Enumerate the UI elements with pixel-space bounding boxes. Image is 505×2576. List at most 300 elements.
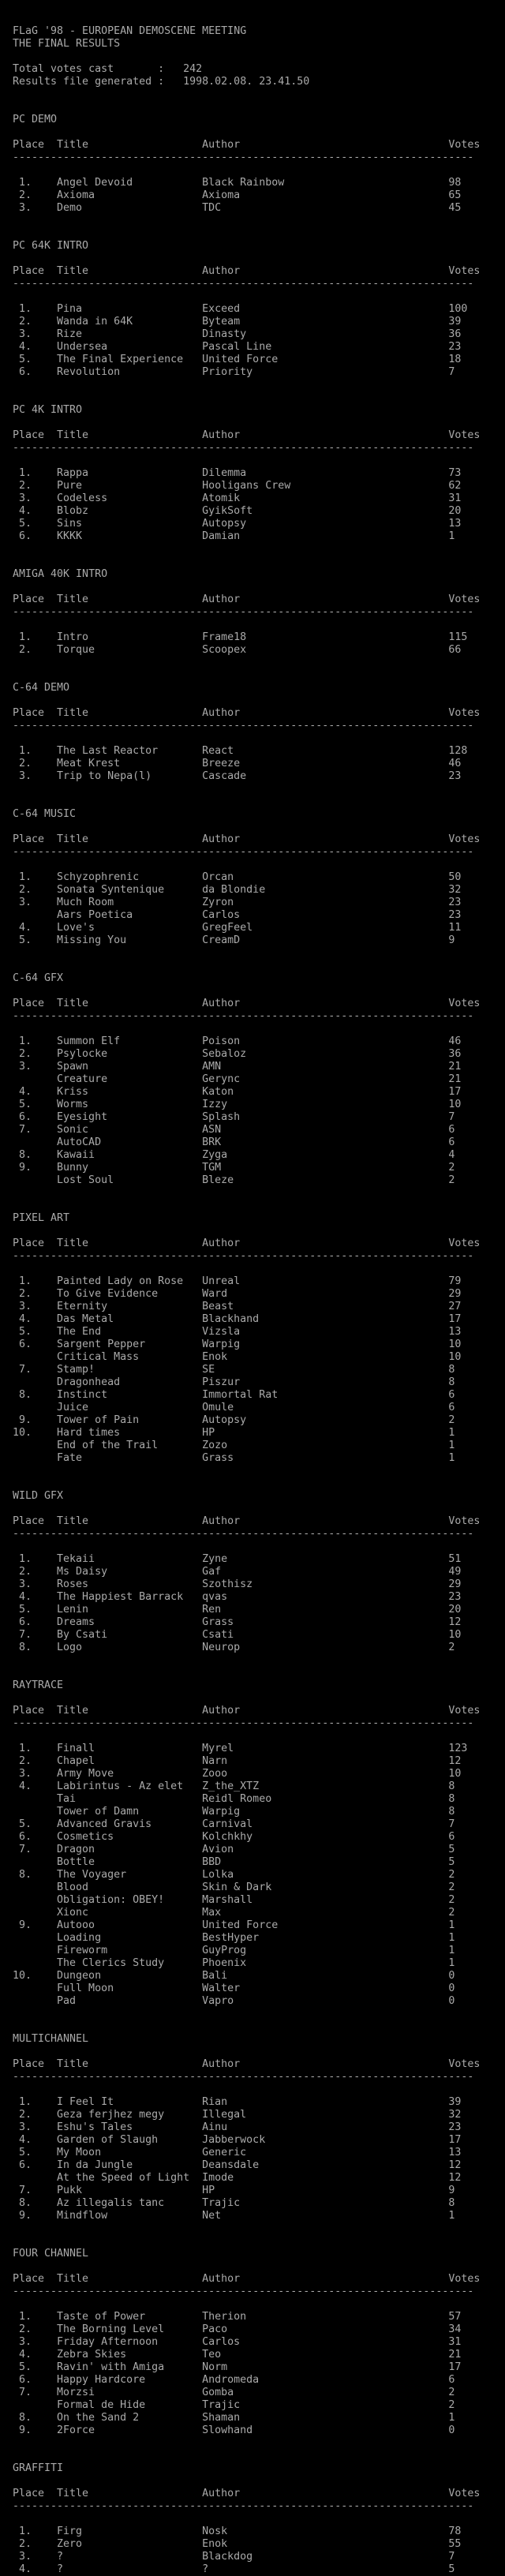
result-row [0, 1073, 505, 1086]
votes-cell: 1 [448, 2210, 455, 2222]
column-header-place: Place [13, 139, 45, 151]
result-row [0, 1856, 505, 1869]
place-cell: 2. [19, 1755, 32, 1767]
title-cell: Wanda in 64K [57, 316, 133, 328]
author-cell: Narn [202, 1755, 228, 1767]
author-cell: Vapro [202, 1995, 234, 2007]
author-cell: Izzy [202, 1099, 228, 1110]
header-divider: ------------------------------------------------------------------------- [13, 152, 474, 163]
votes-cell: 7 [448, 366, 455, 378]
place-cell: 4. [19, 2563, 32, 2575]
title-cell: Sonata Syntenique [57, 884, 165, 896]
result-row [0, 2374, 505, 2387]
title-cell: Zebra Skies [57, 2349, 127, 2361]
place-cell: 4. [19, 1780, 32, 1792]
title-cell: Labirintus - Az elet [57, 1780, 184, 1792]
result-row [0, 492, 505, 505]
title-cell: Meat Krest [57, 758, 121, 769]
votes-cell: 0 [448, 2424, 455, 2436]
result-row [0, 177, 505, 189]
author-cell: TDC [202, 202, 222, 214]
place-cell: 1. [19, 1743, 32, 1754]
votes-cell: 17 [448, 2134, 462, 2146]
author-cell: Warpig [202, 1806, 241, 1818]
place-cell: 5. [19, 1099, 32, 1110]
column-header-author: Author [202, 593, 241, 605]
column-header-place: Place [13, 593, 45, 605]
author-cell: Kolchkhy [202, 1831, 253, 1843]
author-cell: Zyga [202, 1149, 228, 1161]
votes-cell: 27 [448, 1301, 462, 1312]
place-cell: 4. [19, 922, 32, 934]
title-cell: Rize [57, 328, 83, 340]
place-cell: 6. [19, 1111, 32, 1123]
title-cell: Fireworm [57, 1945, 108, 1956]
result-row [0, 1616, 505, 1629]
result-row [0, 1818, 505, 1831]
votes-cell: 55 [448, 2538, 462, 2550]
author-cell: Nosk [202, 2525, 228, 2537]
title-cell: Torque [57, 644, 95, 656]
author-cell: Paco [202, 2323, 228, 2335]
author-cell: Trajic [202, 2197, 241, 2209]
author-cell: Blackhand [202, 1313, 260, 1325]
result-row [0, 1907, 505, 1919]
votes-cell: 7 [448, 1111, 455, 1123]
votes-cell: 20 [448, 505, 462, 517]
votes-cell: 39 [448, 2096, 462, 2108]
section-title: RAYTRACE [13, 1679, 64, 1691]
place-cell: 1. [19, 2311, 32, 2323]
author-cell: ? [202, 2563, 209, 2575]
author-cell: Black Rainbow [202, 177, 285, 189]
title-cell: Garden of Slaugh [57, 2134, 159, 2146]
result-row [0, 2538, 505, 2551]
result-row [0, 1566, 505, 1578]
votes-cell: 78 [448, 2525, 462, 2537]
place-cell: 1. [19, 1275, 32, 1287]
header-divider: ------------------------------------------------------------------------- [13, 606, 474, 618]
header-divider: ------------------------------------------------------------------------- [13, 1250, 474, 1262]
author-cell: Ward [202, 1288, 228, 1300]
title-cell: Ms Daisy [57, 1566, 108, 1578]
title-cell: 2Force [57, 2424, 95, 2436]
votes-cell: 2 [448, 1174, 455, 1186]
event-title: FLaG '98 - EUROPEAN DEMOSCENE MEETING [13, 25, 247, 37]
votes-cell: 18 [448, 354, 462, 365]
place-cell: 2. [19, 189, 32, 201]
place-cell: 1. [19, 467, 32, 479]
author-cell: Cascade [202, 770, 247, 782]
title-cell: Mindflow [57, 2210, 108, 2222]
column-header-row [0, 139, 505, 152]
place-cell: 5. [19, 1604, 32, 1616]
title-cell: AutoCAD [57, 1136, 102, 1148]
result-row [0, 1111, 505, 1124]
title-cell: Axioma [57, 189, 95, 201]
votes-cell: 23 [448, 1591, 462, 1603]
result-row [0, 1402, 505, 1414]
title-cell: Az illegalis tanc [57, 2197, 165, 2209]
author-cell: ASN [202, 1124, 222, 1136]
title-cell: Sins [57, 518, 83, 530]
section-title: C-64 GFX [13, 972, 64, 984]
place-cell: 9. [19, 1919, 32, 1931]
votes-cell: 39 [448, 316, 462, 328]
section-pc-4k-intro [0, 404, 505, 543]
column-header-votes: Votes [448, 139, 481, 151]
votes-cell: 8 [448, 2197, 455, 2209]
author-cell: Lolka [202, 1869, 234, 1881]
result-row [0, 467, 505, 480]
result-row [0, 366, 505, 379]
section-title: PC 64K INTRO [13, 240, 89, 252]
place-cell: 7. [19, 1629, 32, 1641]
result-row [0, 1793, 505, 1806]
column-header-title: Title [57, 998, 89, 1009]
place-cell: 9. [19, 1414, 32, 1426]
title-cell: Rappa [57, 467, 89, 479]
title-cell: Ravin' with Amiga [57, 2361, 165, 2373]
result-row [0, 2185, 505, 2197]
result-row [0, 1957, 505, 1970]
title-cell: Loading [57, 1932, 102, 1944]
title-cell: The Last Reactor [57, 745, 159, 757]
place-cell: 7. [19, 2387, 32, 2398]
title-cell: Love's [57, 922, 95, 934]
place-cell: 3. [19, 2336, 32, 2348]
author-cell: Illegal [202, 2109, 247, 2121]
place-cell: 7. [19, 1124, 32, 1136]
result-row [0, 1136, 505, 1149]
result-row [0, 1061, 505, 1073]
votes-cell: 1 [448, 1945, 455, 1956]
results-subtitle: THE FINAL RESULTS [13, 38, 121, 50]
votes-cell: 1 [448, 1919, 455, 1931]
author-cell: Bleze [202, 1174, 234, 1186]
author-cell: Hooligans Crew [202, 480, 291, 492]
section-pc-demo [0, 114, 505, 215]
votes-cell: 7 [448, 1818, 455, 1830]
votes-cell: 21 [448, 2349, 462, 2361]
column-header-author: Author [202, 265, 241, 277]
place-cell: 3. [19, 1768, 32, 1780]
votes-cell: 13 [448, 1326, 462, 1338]
author-cell: Atomik [202, 492, 241, 504]
title-cell: Dreams [57, 1616, 95, 1628]
votes-cell: 17 [448, 2361, 462, 2373]
author-cell: Exceed [202, 303, 241, 315]
author-cell: Carlos [202, 909, 241, 921]
result-row [0, 1086, 505, 1099]
author-cell: HP [202, 1427, 215, 1439]
column-header-votes: Votes [448, 265, 481, 277]
author-cell: BBD [202, 1856, 222, 1868]
title-cell: End of the Trail [57, 1440, 159, 1451]
author-cell: Teo [202, 2349, 222, 2361]
place-cell: 3. [19, 1301, 32, 1312]
result-row [0, 934, 505, 947]
votes-cell: 5 [448, 1856, 455, 1868]
place-cell: 6. [19, 366, 32, 378]
result-row [0, 1919, 505, 1932]
author-cell: Szothisz [202, 1578, 253, 1590]
place-cell: 3. [19, 1061, 32, 1073]
author-cell: Andromeda [202, 2374, 260, 2386]
votes-cell: 4 [448, 1149, 455, 1161]
title-cell: Roses [57, 1578, 89, 1590]
result-row [0, 1970, 505, 1983]
title-cell: Dungeon [57, 1970, 102, 1982]
place-cell: 1. [19, 2096, 32, 2108]
title-cell: Kriss [57, 1086, 89, 1098]
place-cell: 4. [19, 505, 32, 517]
place-cell: 10. [12, 1427, 32, 1439]
votes-cell: 2 [448, 1162, 455, 1174]
votes-cell: 8 [448, 1376, 455, 1388]
header-divider: ------------------------------------------------------------------------- [13, 846, 474, 858]
result-row [0, 1339, 505, 1351]
author-cell: CreamD [202, 934, 241, 946]
place-cell: 2. [19, 758, 32, 769]
place-cell: 1. [19, 2525, 32, 2537]
header-divider: ------------------------------------------------------------------------- [13, 278, 474, 290]
place-cell: 4. [19, 1086, 32, 1098]
result-row [0, 2134, 505, 2147]
result-row [0, 2412, 505, 2424]
result-row [0, 2387, 505, 2399]
author-cell: Gomba [202, 2387, 234, 2398]
author-cell: Byteam [202, 316, 241, 328]
title-cell: Zero [57, 2538, 83, 2550]
title-cell: On the Sand 2 [57, 2412, 140, 2424]
colon-separator: : [158, 63, 165, 75]
votes-cell: 9 [448, 2185, 455, 2196]
votes-cell: 57 [448, 2311, 462, 2323]
column-header-title: Title [57, 593, 89, 605]
column-header-place: Place [13, 2488, 45, 2499]
result-row [0, 1806, 505, 1818]
title-cell: Chapel [57, 1755, 95, 1767]
result-row [0, 1035, 505, 1048]
column-header-votes: Votes [448, 2273, 481, 2285]
title-cell: Sargent Pepper [57, 1339, 146, 1350]
header-divider: ------------------------------------------------------------------------- [13, 720, 474, 732]
header-divider: ------------------------------------------------------------------------- [13, 1528, 474, 1540]
place-cell: 3. [19, 2121, 32, 2133]
place-cell: 8. [19, 2412, 32, 2424]
result-row [0, 1755, 505, 1768]
place-cell: 5. [19, 2147, 32, 2159]
place-cell: 8. [19, 1642, 32, 1653]
votes-cell: 23 [448, 897, 462, 908]
section-multichannel [0, 2033, 505, 2222]
result-row [0, 505, 505, 518]
title-cell: Autooo [57, 1919, 95, 1931]
title-cell: Sonic [57, 1124, 89, 1136]
column-header-row [0, 833, 505, 846]
result-row [0, 1414, 505, 1427]
author-cell: Poison [202, 1035, 241, 1047]
author-cell: Ainu [202, 2121, 228, 2133]
votes-cell: 36 [448, 1048, 462, 1060]
place-cell: 2. [19, 316, 32, 328]
author-cell: SE [202, 1364, 215, 1376]
column-header-author: Author [202, 1705, 241, 1717]
author-cell: Grass [202, 1616, 234, 1628]
section-title: C-64 DEMO [13, 682, 70, 694]
result-row [0, 189, 505, 202]
place-cell: 2. [19, 480, 32, 492]
title-cell: Much Room [57, 897, 114, 908]
author-cell: Zooo [202, 1768, 228, 1780]
result-row [0, 1743, 505, 1755]
place-cell: 4. [19, 341, 32, 353]
result-row [0, 745, 505, 758]
votes-cell: 23 [448, 341, 462, 353]
section-title: PC 4K INTRO [13, 404, 83, 416]
section-title: PIXEL ART [13, 1212, 70, 1224]
author-cell: Myrel [202, 1743, 234, 1754]
author-cell: Norm [202, 2361, 228, 2373]
title-cell: Dragon [57, 1844, 95, 1855]
author-cell: Axioma [202, 189, 241, 201]
place-cell: 2. [19, 2323, 32, 2335]
votes-cell: 36 [448, 328, 462, 340]
author-cell: Omule [202, 1402, 234, 1413]
column-header-row [0, 429, 505, 442]
title-cell: By Csati [57, 1629, 108, 1641]
votes-cell: 10 [448, 1629, 462, 1641]
section-title: WILD GFX [13, 1490, 64, 1502]
author-cell: GuyProg [202, 1945, 247, 1956]
author-cell: Neurop [202, 1642, 241, 1653]
place-cell: 1. [19, 1035, 32, 1047]
column-header-title: Title [57, 1237, 89, 1249]
result-row [0, 1149, 505, 1162]
author-cell: United Force [202, 354, 279, 365]
author-cell: BRK [202, 1136, 222, 1148]
place-cell: 9. [19, 1162, 32, 1174]
author-cell: Trajic [202, 2399, 241, 2411]
author-cell: Unreal [202, 1275, 241, 1287]
votes-cell: 1 [448, 1452, 455, 1464]
votes-cell: 10 [448, 1768, 462, 1780]
title-cell: In da Jungle [57, 2159, 133, 2171]
author-cell: Carlos [202, 2336, 241, 2348]
votes-cell: 29 [448, 1288, 462, 1300]
column-header-place: Place [13, 429, 45, 441]
place-cell: 5. [19, 354, 32, 365]
column-header-author: Author [202, 833, 241, 845]
column-header-row [0, 1705, 505, 1717]
author-cell: da Blondie [202, 884, 266, 896]
result-row [0, 2172, 505, 2185]
title-cell: Revolution [57, 366, 121, 378]
title-cell: The Voyager [57, 1869, 127, 1881]
author-cell: Dilemma [202, 467, 247, 479]
author-cell: Rian [202, 2096, 228, 2108]
result-row [0, 2159, 505, 2172]
result-row [0, 1326, 505, 1339]
section-c-64-music [0, 808, 505, 947]
column-header-place: Place [13, 1515, 45, 1527]
result-row [0, 644, 505, 657]
header-divider: ------------------------------------------------------------------------- [13, 2286, 474, 2297]
votes-cell: 66 [448, 644, 462, 656]
author-cell: Beast [202, 1301, 234, 1312]
votes-cell: 17 [448, 1086, 462, 1098]
result-row [0, 2121, 505, 2134]
title-cell: Critical Mass [57, 1351, 140, 1363]
votes-cell: 2 [448, 2387, 455, 2398]
result-row [0, 530, 505, 543]
place-cell: 3. [19, 770, 32, 782]
title-cell: Friday Afternoon [57, 2336, 159, 2348]
votes-cell: 6 [448, 1831, 455, 1843]
column-header-title: Title [57, 833, 89, 845]
votes-cell: 51 [448, 1553, 462, 1565]
result-row [0, 2563, 505, 2576]
colon-separator: : [158, 76, 165, 88]
result-row [0, 1376, 505, 1389]
author-cell: Max [202, 1907, 222, 1919]
result-row [0, 1983, 505, 1995]
place-cell: 1. [19, 303, 32, 315]
votes-cell: 9 [448, 934, 455, 946]
result-row [0, 2147, 505, 2159]
votes-cell: 2 [448, 1907, 455, 1919]
votes-cell: 46 [448, 758, 462, 769]
title-cell: Cosmetics [57, 1831, 114, 1843]
generated-label: Results file generated [13, 76, 152, 88]
header-divider: ------------------------------------------------------------------------- [13, 2071, 474, 2083]
title-cell: Pure [57, 480, 83, 492]
votes-cell: 8 [448, 1793, 455, 1805]
place-cell: 10. [12, 1970, 32, 1982]
title-cell: Trip to Nepa(l) [57, 770, 152, 782]
result-row [0, 1124, 505, 1136]
author-cell: Marshall [202, 1894, 253, 1906]
results-sections [0, 114, 505, 2576]
title-cell: Finall [57, 1743, 95, 1754]
title-cell: The Clerics Study [57, 1957, 165, 1969]
title-cell: Dragonhead [57, 1376, 121, 1388]
column-header-row [0, 707, 505, 720]
place-cell: 8. [19, 1869, 32, 1881]
votes-cell: 21 [448, 1073, 462, 1085]
result-row [0, 1604, 505, 1616]
result-row [0, 2361, 505, 2374]
votes-cell: 23 [448, 909, 462, 921]
place-cell: 3. [19, 2551, 32, 2563]
file-header [0, 25, 505, 88]
title-cell: Demo [57, 202, 83, 214]
place-cell: 6. [19, 2374, 32, 2386]
votes-cell: 29 [448, 1578, 462, 1590]
votes-cell: 7 [448, 2551, 455, 2563]
result-row [0, 1427, 505, 1440]
votes-cell: 11 [448, 922, 462, 934]
author-cell: Katon [202, 1086, 234, 1098]
votes-cell: 1 [448, 1932, 455, 1944]
title-cell: Pukk [57, 2185, 83, 2196]
place-cell: 2. [19, 644, 32, 656]
place-cell: 9. [19, 2210, 32, 2222]
result-row [0, 1174, 505, 1187]
votes-cell: 0 [448, 1970, 455, 1982]
title-cell: Schyzophrenic [57, 871, 140, 883]
